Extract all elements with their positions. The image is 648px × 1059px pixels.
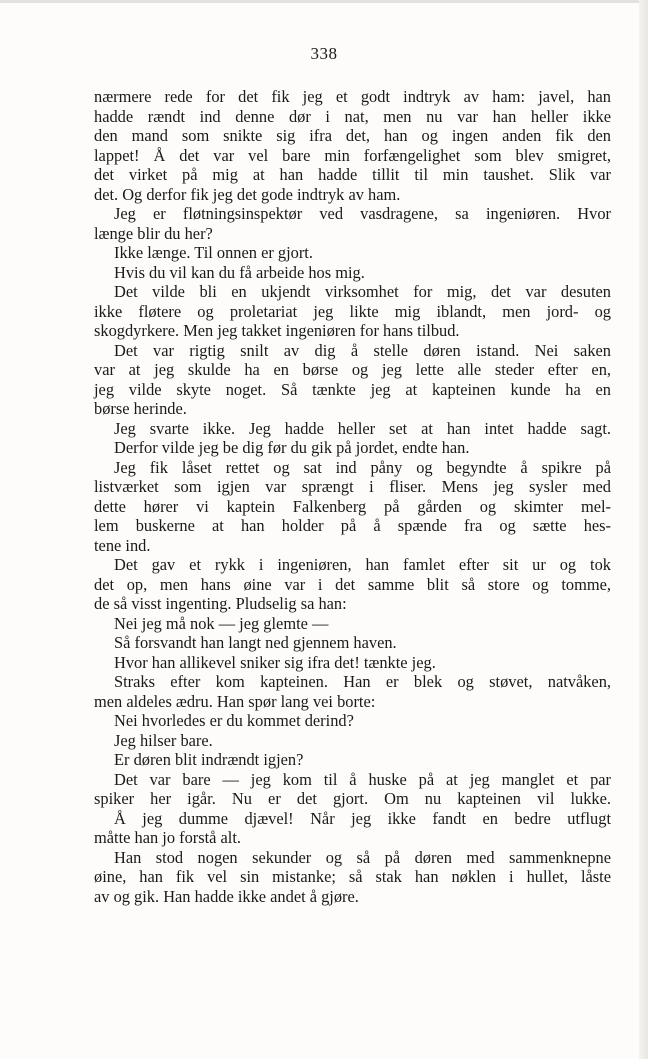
text-line: av og gik. Han hadde ikke andet å gjøre. — [94, 886, 359, 906]
text-line: øine, han fik vel sin mistanke; så stak han nøklen i hullet, låste — [94, 867, 611, 886]
text-line: jeg vilde skyte noget. Så tænkte jeg at kapteinen kunde ha en — [94, 379, 611, 399]
text-line: tene ind. — [94, 535, 151, 555]
text-line: længe blir du her? — [94, 223, 213, 243]
text-line: spiker her igår. Nu er det gjort. Om nu kapteinen vil lukke. — [94, 789, 611, 808]
text-line: ikke fløtere og proletariat jeg likte mig iblandt, men jord- og — [94, 301, 611, 321]
page-right-edge — [639, 0, 648, 1059]
page-number: 338 — [310, 44, 338, 63]
text-line: Å jeg dumme djævel! Når jeg ikke fandt en bedre utflugt — [114, 808, 611, 828]
text-line: den mand som snikte sig ifra det, han og ingen anden fik den — [94, 126, 611, 145]
text-line: Jeg hilser bare. — [114, 730, 213, 750]
text-line: Så forsvandt han langt ned gjennem haven. — [114, 633, 397, 652]
text-line: Det var rigtig snilt av dig å stelle døren istand. Nei saken — [114, 340, 611, 360]
text-line: Hvis du vil kan du få arbeide hos mig. — [114, 262, 365, 282]
text-line: Er døren blit indrændt igjen? — [114, 750, 304, 769]
text-line: skogdyrkere. Men jeg takket ingeniøren for hans tilbud. — [94, 321, 460, 340]
text-line: de så visst ingenting. Pludselig sa han: — [94, 594, 347, 613]
text-line: lappet! Å det var vel bare min forfængelighet som blev smigret, — [94, 145, 611, 165]
text-line: Ikke længe. Til onnen er gjort. — [114, 243, 313, 262]
text-line: Han stod nogen sekunder og så på døren med sammenknepne — [114, 847, 611, 867]
text-line: Derfor vilde jeg be dig før du gik på jordet, endte han. — [114, 438, 470, 457]
text-line: Nei hvorledes er du kommet derind? — [114, 711, 354, 730]
page-top-edge — [0, 0, 648, 3]
text-line: Hvor han allikevel sniker sig ifra det! tænkte jeg. — [114, 652, 436, 672]
text-line: det op, men hans øine var i det samme blit så store og tomme, — [94, 574, 611, 594]
text-line: dette hører vi kaptein Falkenberg på gården og skimter mel- — [94, 496, 611, 516]
body-text — [94, 87, 611, 906]
text-line: Nei jeg må nok — jeg glemte — — [114, 613, 329, 633]
text-line: Jeg er fløtningsinspektør ved vasdragene, sa ingeniøren. Hvor — [114, 204, 611, 223]
text-line: Det vilde bli en ukjendt virksomhet for mig, det var desuten — [114, 282, 611, 301]
text-line: det. Og derfor fik jeg det gode indtryk av ham. — [94, 184, 401, 204]
text-line: det virket på mig at han hadde tillit til min taushet. Slik var — [94, 165, 611, 184]
text-line: Det var bare — jeg kom til å huske på at jeg manglet et par — [114, 769, 611, 789]
text-line: Straks efter kom kapteinen. Han er blek og støvet, natvåken, — [114, 672, 611, 691]
text-line: nærmere rede for det fik jeg et godt indtryk av ham: javel, han — [94, 87, 611, 106]
text-line: var at jeg skulde ha en børse og jeg lette alle steder efter en, — [94, 360, 611, 379]
text-line: Det gav et rykk i ingeniøren, han famlet efter sit ur og tok — [114, 555, 611, 574]
text-line: børse herinde. — [94, 399, 187, 418]
text-line: men aldeles ædru. Han spør lang vei borte: — [94, 691, 376, 711]
text-line: lem buskerne at han holder på å spænde fra og sætte hes- — [94, 516, 611, 535]
text-line: Jeg svarte ikke. Jeg hadde heller set at han intet hadde sagt. — [114, 418, 611, 438]
text-line: hadde rændt ind denne dør i nat, men nu var han heller ikke — [94, 106, 611, 126]
text-line: Jeg fik låset rettet og sat ind påny og begyndte å spikre på — [114, 457, 611, 477]
text-line: listværket som igjen var sprængt i fliser. Mens jeg sysler med — [94, 477, 611, 496]
text-line: måtte han jo forstå alt. — [94, 828, 242, 847]
